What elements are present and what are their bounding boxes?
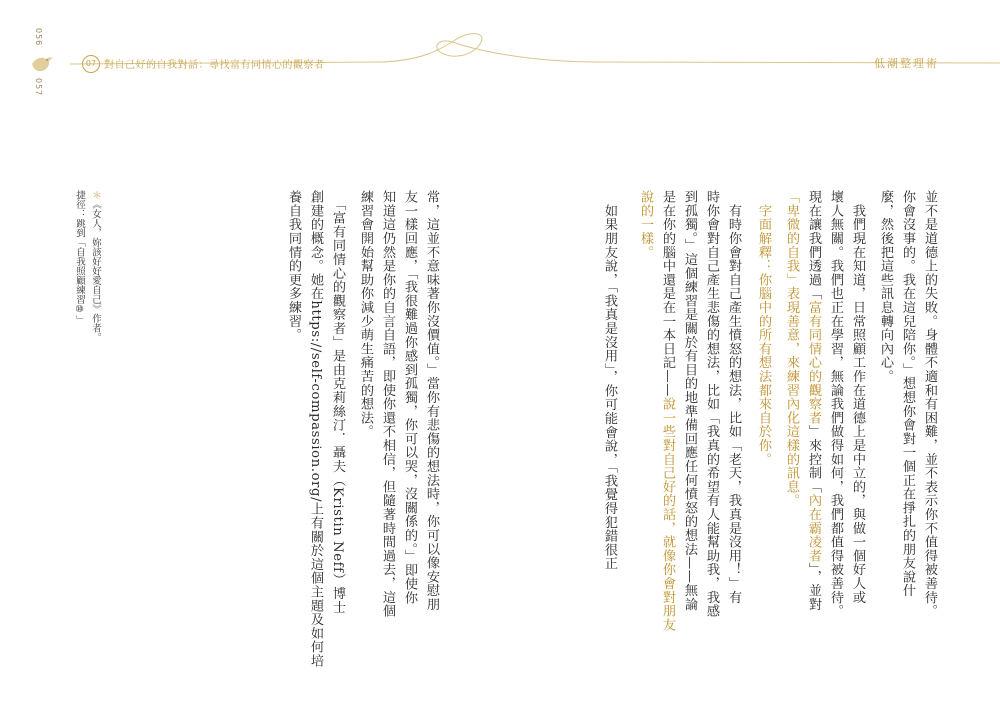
text-column-4: 我們現在知道，日常照顧工作在道德上是中立的，與做一個好人或 bbox=[850, 190, 865, 604]
page-number-left: 056 bbox=[34, 28, 43, 47]
text-column-18: 練習會開始幫助你減少萌生痛苦的想法。 bbox=[358, 190, 373, 439]
footnote-text-1: 《女人，妳該好好愛自己》作者。 bbox=[90, 199, 101, 342]
text-column-20: 創建的概念。她在https://self-compassion.org/上有關於這個主題及如何培 bbox=[308, 190, 323, 668]
text-column-5: 壞人無關。我們也正在學習，無論我們做得如何，我們都值得被善待。 bbox=[828, 190, 843, 618]
text-column-8: 字面解釋：你腦中的所有想法都來自於你。 bbox=[756, 190, 771, 466]
text-column-16: 友一樣回應，「我很難過你感到孤獨，你可以哭，沒關係的。」即使你 bbox=[402, 190, 417, 605]
text-column-6: 現在讓我們透過「富有同情心的觀察者」來控制「內在霸凌者」，並對 bbox=[806, 190, 821, 612]
text-column-12: 是在你的腦中還是在一本日記——說一些對自己好的話，就像你會對朋友 bbox=[660, 190, 675, 632]
chapter-number-badge: 07 bbox=[82, 55, 100, 73]
highlight-inner-bully: 內在霸凌者 bbox=[806, 493, 821, 563]
bird-icon bbox=[30, 52, 54, 74]
footnote-mark: ＊ bbox=[90, 190, 101, 200]
text-column-10: 時你會對自己產生悲傷的想法，比如「我真的希望有人能幫助我，我感 bbox=[704, 190, 719, 618]
chapter-title: 對自己好的自我對話：尋找富有同情心的觀察者 bbox=[104, 60, 325, 71]
text-column-7: 「卑微的自我」表現善意，來練習內化這樣的訊息。 bbox=[784, 190, 799, 508]
text-column-19: 「富有同情心的觀察者」是由克莉絲汀．聶夫（Kristin Neff）博士 bbox=[330, 190, 345, 615]
highlight-compassionate-observer: 富有同情心的觀察者 bbox=[806, 300, 821, 425]
text-column-1: 並不是道德上的失敗。身體不適和有困難，並不表示你不值得被善待。 bbox=[922, 190, 937, 618]
text-column-9: 有時你會對自己產生憤怒的想法，比如「老天，我真是沒用！」有 bbox=[726, 190, 741, 604]
text-column-11: 到孤獨。」這個練習是關於有目的地準備回應任何憤怒的想法——無論 bbox=[682, 190, 697, 612]
text-column-13: 說的一樣。 bbox=[638, 190, 653, 259]
book-title: 低潮整理術 bbox=[874, 57, 939, 70]
footnote-line-1 bbox=[88, 190, 103, 342]
text-column-21: 養自我同情的更多練習。 bbox=[286, 190, 301, 342]
text-column-14: 如果朋友說，「我真是沒用」，你可能會說，「我覺得犯錯很正 bbox=[602, 190, 617, 571]
highlight-kind-words: 說一些對自己好的話，就像你會對朋友 bbox=[660, 396, 675, 632]
page-number-right: 057 bbox=[34, 78, 43, 97]
text-column-17: 知道這仍然是你的自言自語，即使你還不相信，但隨著時間過去，這個 bbox=[380, 190, 395, 618]
footnote-line-2: 捷徑：跳到「自我照顧練習⑩」 bbox=[74, 190, 85, 325]
text-column-3: 麼，然後把這些訊息轉向內心。 bbox=[878, 190, 893, 384]
text-column-15: 常，這並不意味著你沒價值。」當你有悲傷的想法時，你可以像安慰朋 bbox=[424, 190, 439, 612]
text-column-2: 你會沒事的。我在這兒陪你。」想想你會對一個正在掙扎的朋友說什 bbox=[900, 190, 915, 598]
header-decorative-line bbox=[0, 0, 1000, 100]
